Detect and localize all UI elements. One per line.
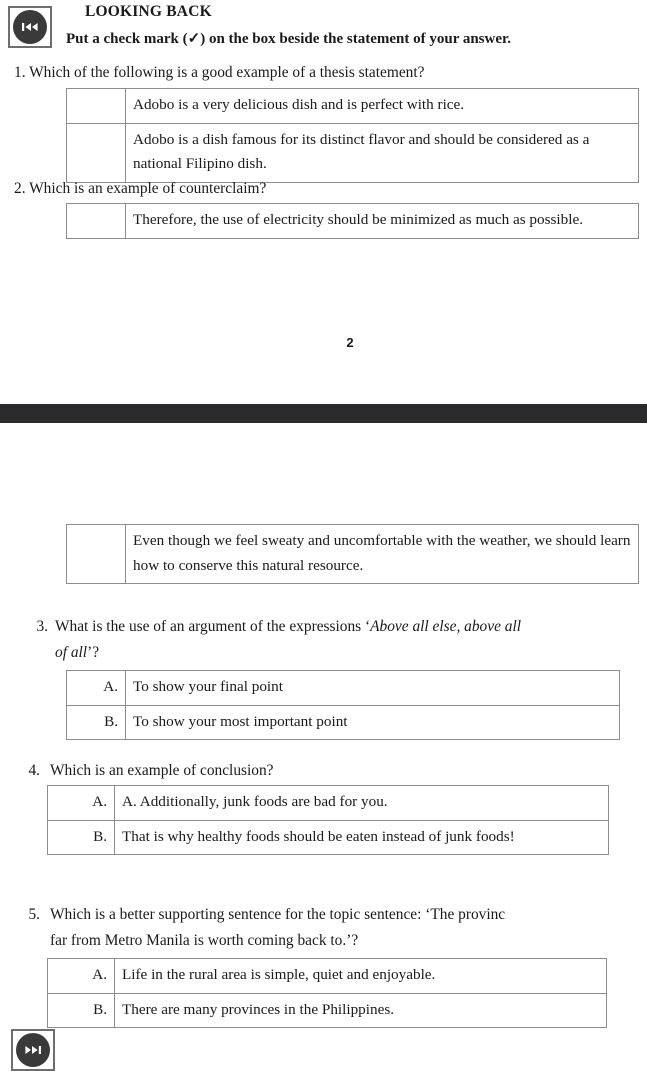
skip-back-button[interactable]: [8, 6, 52, 48]
question-2-options-table: [66, 203, 639, 239]
instruction-text: Put a check mark (✓) on the box beside the statement of your answer.: [66, 31, 512, 47]
table-row[interactable]: [67, 671, 620, 706]
option-text-5a: Life in the rural area is simple, quiet and enjoyable.: [115, 959, 607, 994]
question-3-text-part1: What is the use of an argument of the expressions ‘: [55, 618, 371, 635]
table-row[interactable]: [48, 786, 609, 821]
skip-forward-button[interactable]: [11, 1029, 55, 1071]
option-text-3b: To show your most important point: [126, 705, 620, 740]
checkbox-cell-2b[interactable]: [67, 525, 126, 584]
question-5-number: 5.: [28, 906, 40, 923]
skip-back-icon: [13, 10, 47, 44]
checkbox-cell-2a[interactable]: [67, 204, 126, 239]
question-5-text-line2: far from Metro Manila is worth coming back to.’?: [50, 932, 359, 950]
option-letter-3b[interactable]: B.: [67, 705, 126, 740]
table-row[interactable]: [67, 89, 639, 124]
question-4-text: Which is an example of conclusion?: [50, 762, 274, 779]
option-letter-3a[interactable]: A.: [67, 671, 126, 706]
question-2-prompt: [14, 177, 266, 202]
option-text-1a: Adobo is a very delicious dish and is perfect with rice.: [126, 89, 639, 124]
option-letter-4b[interactable]: B.: [48, 820, 115, 855]
question-1-prompt: [14, 61, 424, 86]
option-text-2b: Even though we feel sweaty and uncomfortable with the weather, we should learn how to conserve this natural resource.: [126, 525, 639, 584]
checkbox-cell-1b[interactable]: [67, 123, 126, 182]
table-row[interactable]: [67, 204, 639, 239]
option-text-4a: A. Additionally, junk foods are bad for you.: [115, 786, 609, 821]
table-row[interactable]: [48, 959, 607, 994]
table-row[interactable]: [67, 525, 639, 584]
question-4-options-table: [47, 785, 609, 855]
table-row[interactable]: [67, 705, 620, 740]
question-4-prompt: [14, 758, 644, 784]
question-1-text: Which of the following is a good example of a thesis statement?: [29, 64, 425, 81]
question-5-options-table: [47, 958, 607, 1028]
table-row[interactable]: [67, 123, 639, 182]
option-letter-4a[interactable]: A.: [48, 786, 115, 821]
table-row[interactable]: [48, 820, 609, 855]
question-3-prompt: [22, 614, 647, 667]
question-5-prompt: [14, 902, 647, 955]
option-text-1b: Adobo is a dish famous for its distinct flavor and should be considered as a national Filipino dish.: [126, 123, 639, 182]
question-2-options-table-continued: [66, 524, 639, 584]
question-1-number: 1.: [14, 64, 26, 81]
question-3-options-table: [66, 670, 620, 740]
option-text-3a: To show your final point: [126, 671, 620, 706]
question-5-text-line1: Which is a better supporting sentence for the topic sentence: ‘The provinc: [50, 906, 506, 923]
option-text-5b: There are many provinces in the Philippines.: [115, 993, 607, 1028]
question-3-number: 3.: [36, 618, 48, 635]
skip-forward-icon: [16, 1033, 50, 1067]
question-3-text-part2: ’?: [87, 644, 100, 662]
question-2-number: 2.: [14, 180, 26, 197]
checkbox-cell-1a[interactable]: [67, 89, 126, 124]
question-3-text-italic-line2: of all: [55, 644, 88, 662]
question-1-options-table: [66, 88, 639, 183]
option-letter-5a[interactable]: A.: [48, 959, 115, 994]
option-letter-5b[interactable]: B.: [48, 993, 115, 1028]
question-2-text: Which is an example of counterclaim?: [29, 180, 267, 197]
question-3-text-italic: Above all else, above all: [370, 618, 522, 635]
page-number: 2: [346, 335, 354, 350]
table-row[interactable]: [48, 993, 607, 1028]
option-text-4b: That is why healthy foods should be eaten instead of junk foods!: [115, 820, 609, 855]
question-4-number: 4.: [28, 762, 40, 779]
option-text-2a: Therefore, the use of electricity should be minimized as much as possible.: [126, 204, 639, 239]
page-break-separator: [0, 404, 647, 423]
page-title: LOOKING BACK: [85, 3, 212, 20]
